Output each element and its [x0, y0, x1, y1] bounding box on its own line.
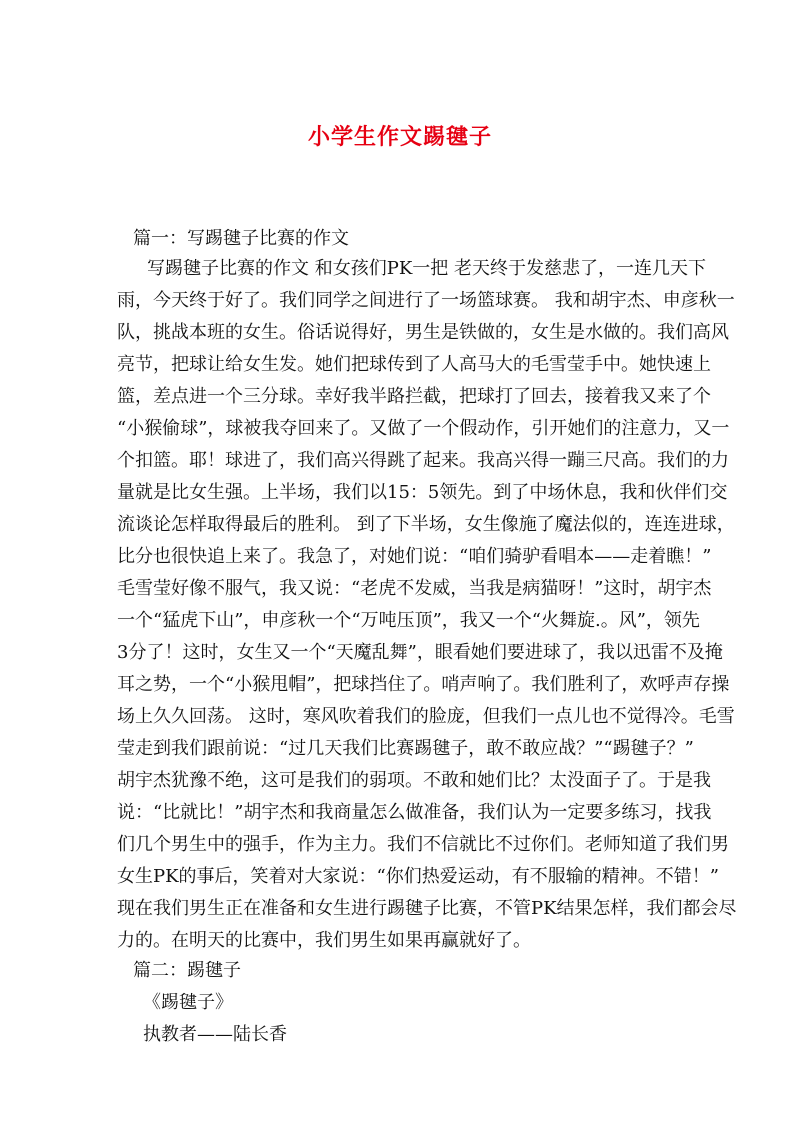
- body-line: 场上久久回荡。 这时，寒风吹着我们的脸庞，但我们一点儿也不觉得冷。毛雪: [117, 706, 735, 727]
- body-line: 女生PK的事后，笑着对大家说：“你们热爱运动，有不服输的精神。不错！”: [117, 866, 719, 887]
- body-line: 写踢毽子比赛的作文 和女孩们PK一把 老天终于发慈悲了，一连几天下: [147, 258, 706, 279]
- body-line: 力的。在明天的比赛中，我们男生如果再赢就好了。: [117, 930, 531, 951]
- body-line: 亮节，把球让给女生发。她们把球传到了人高马大的毛雪莹手中。她快速上: [117, 354, 711, 375]
- body-line: 雨，今天终于好了。我们同学之间进行了一场篮球赛。 我和胡宇杰、申彦秋一: [117, 290, 735, 311]
- body-line: 队，挑战本班的女生。俗话说得好，男生是铁做的，女生是水做的。我们高风: [117, 322, 729, 343]
- book-title: 《踢毽子》: [143, 992, 233, 1013]
- section1-heading: 篇一：写踢毽子比赛的作文: [133, 228, 349, 249]
- section2-heading: 篇二：踢毽子: [133, 960, 241, 981]
- body-line: 现在我们男生正在准备和女生进行踢毽子比赛，不管PK结果怎样，我们都会尽: [117, 898, 737, 919]
- body-line: 3分了！这时，女生又一个“天魔乱舞”，眼看她们要进球了，我以迅雷不及掩: [117, 642, 723, 663]
- body-line: 一个“猛虎下山”，申彦秋一个“万吨压顶”，我又一个“火舞旋.。风”，领先: [117, 610, 700, 631]
- body-line: 耳之势，一个“小猴甩帽”，把球挡住了。哨声响了。我们胜利了，欢呼声存操: [117, 674, 730, 695]
- body-line: 个扣篮。耶！球进了，我们高兴得跳了起来。我高兴得一蹦三尺高。我们的力: [117, 450, 729, 471]
- body-line: 流谈论怎样取得最后的胜利。 到了下半场，女生像施了魔法似的，连连进球，: [117, 514, 735, 535]
- body-line: “小猴偷球”，球被我夺回来了。又做了一个假动作，引开她们的注意力，又一: [117, 418, 730, 439]
- document-title: 小学生作文踢毽子: [307, 125, 492, 150]
- body-line: 莹走到我们跟前说：“过几天我们比赛踢毽子，敢不敢应战？”“踢毽子？”: [117, 738, 694, 759]
- body-line: 胡宇杰犹豫不绝，这可是我们的弱项。不敢和她们比？太没面子了。于是我: [117, 770, 711, 791]
- body-line: 量就是比女生强。上半场，我们以15：5领先。到了中场休息，我和伙伴们交: [117, 482, 728, 503]
- body-line: 篮，差点进一个三分球。幸好我半路拦截，把球打了回去，接着我又来了个: [117, 386, 711, 407]
- body-line: 比分也很快追上来了。我急了，对她们说：“咱们骑驴看唱本——走着瞧！”: [117, 546, 712, 567]
- teacher-line: 执教者——陆长香: [143, 1024, 287, 1045]
- body-line: 毛雪莹好像不服气，我又说：“老虎不发威，当我是病猫呀！”这时，胡宇杰: [117, 578, 712, 599]
- body-line: 说：“比就比！”胡宇杰和我商量怎么做准备，我们认为一定要多练习，找我: [117, 802, 712, 823]
- body-line: 们几个男生中的强手，作为主力。我们不信就比不过你们。老师知道了我们男: [117, 834, 729, 855]
